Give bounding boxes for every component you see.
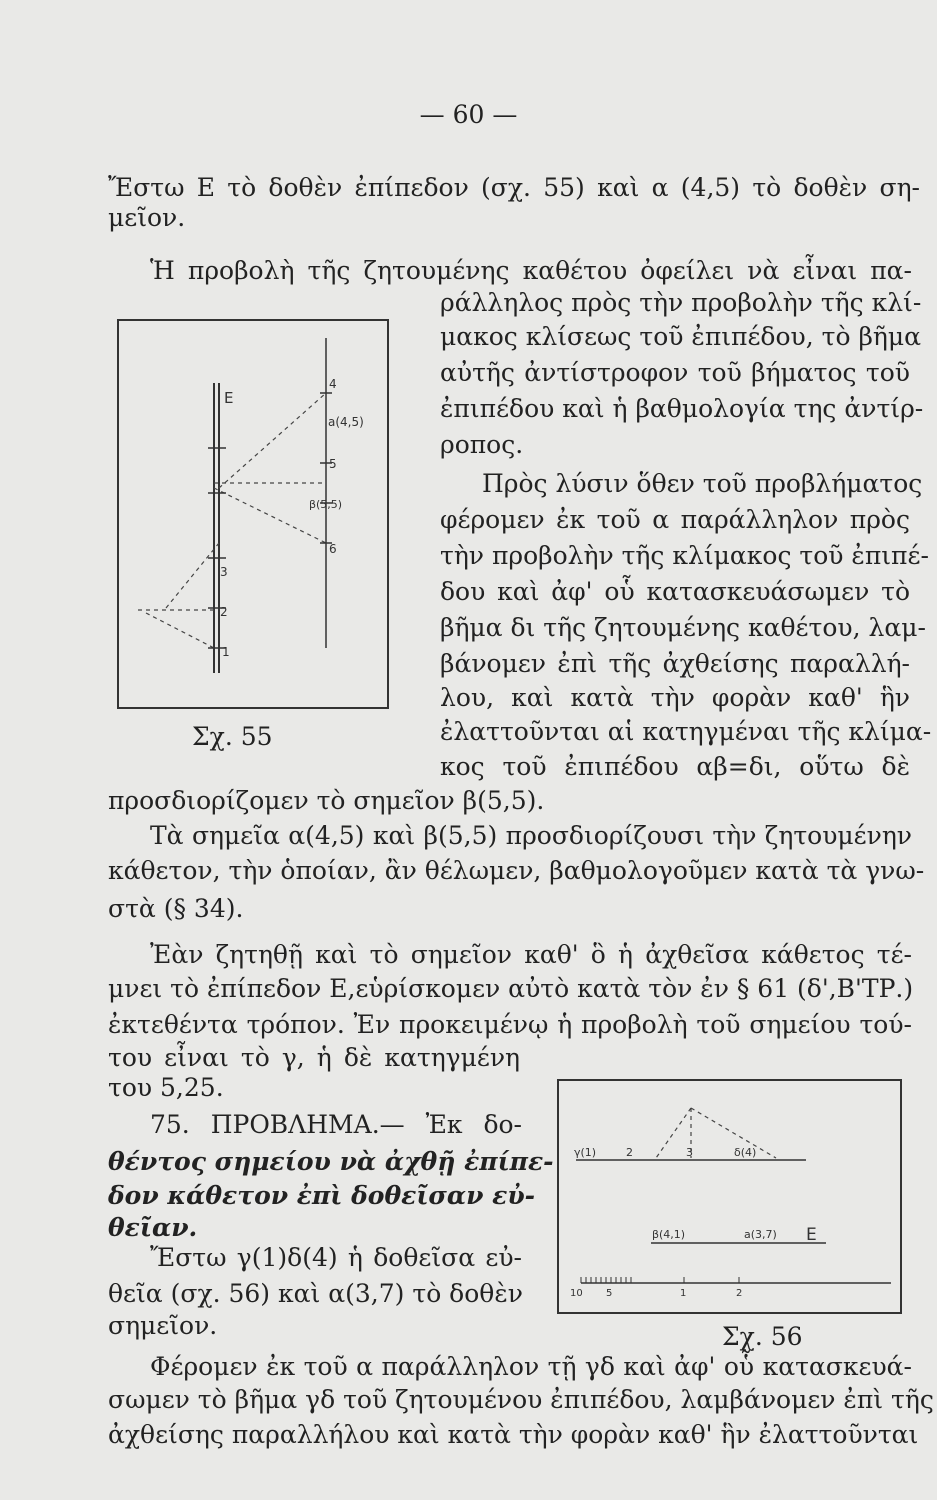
- page-number: — 60 —: [419, 100, 518, 129]
- fig55-label: 5: [329, 457, 337, 471]
- figure-55: [116, 318, 391, 713]
- text-line: φέρομεν ἐκ τοῦ α παράλληλον πρὸς: [440, 505, 910, 534]
- text-line: ράλληλος πρὸς τὴν προβολὴν τῆς κλί-: [440, 288, 922, 317]
- fig55-label: 1: [222, 645, 230, 659]
- fig55-label: a(4,5): [328, 415, 364, 429]
- text-line: Φέρομεν ἐκ τοῦ α παράλληλον τῇ γδ καὶ ἀφ' οὗ κατασκευά-: [150, 1352, 912, 1381]
- text-line: Ἡ προβολὴ τῆς ζητουμένης καθέτου ὀφείλει νὰ εἶναι πα-: [150, 256, 912, 285]
- text-line: βάνομεν ἐπὶ τῆς ἀχθείσης παραλλή-: [440, 649, 910, 678]
- text-line: Ἐὰν ζητηθῇ καὶ τὸ σημεῖον καθ' ὃ ἡ ἀχθεῖσα κάθετος τέ-: [150, 940, 912, 969]
- text-line: λου, καὶ κατὰ τὴν φορὰν καθ' ἣν: [440, 683, 910, 712]
- text-line: δου καὶ ἀφ' οὗ κατασκευάσωμεν τὸ: [440, 577, 910, 606]
- text-line: Τὰ σημεῖα α(4,5) καὶ β(5,5) προσδιορίζουσι τὴν ζητουμένην: [150, 821, 912, 850]
- text-line: ἐκτεθέντα τρόπον. Ἐν προκειμένῳ ἡ προβολὴ τοῦ σημείου τού-: [108, 1010, 912, 1039]
- problem-statement: θέντος σημείου νὰ ἀχθῇ ἐπίπε-: [108, 1147, 554, 1176]
- problem-statement: θεῖαν.: [108, 1213, 198, 1242]
- text-line: μνει τὸ ἐπίπεδον Ε,εὑρίσκομεν αὐτὸ κατὰ τὸν ἐν § 61 (δ',Β'ΤΡ.): [108, 974, 914, 1003]
- fig56-label: 5: [606, 1288, 613, 1299]
- fig55-label: 4: [329, 377, 337, 391]
- fig56-label: β(4,1): [652, 1228, 686, 1241]
- text-line: του 5,25.: [108, 1073, 224, 1102]
- text-line: ροπος.: [440, 430, 524, 459]
- text-line: κάθετον, τὴν ὁποίαν, ἂν θέλωμεν, βαθμολογοῦμεν κατὰ τὰ γνω-: [108, 856, 925, 885]
- text-line: του εἶναι τὸ γ, ἡ δὲ κατηγμένη: [108, 1043, 520, 1072]
- figure-55-caption: Σχ. 55: [192, 722, 273, 751]
- figure-56: [556, 1078, 904, 1318]
- text-line: θεῖα (σχ. 56) καὶ α(3,7) τὸ δοθὲν: [108, 1279, 523, 1308]
- text-line: τὴν προβολὴν τῆς κλίμακος τοῦ ἐπιπέ-: [440, 541, 929, 570]
- fig56-label: 2: [626, 1146, 633, 1159]
- fig56-label: 1: [680, 1288, 687, 1299]
- fig56-label: E: [806, 1225, 817, 1245]
- fig55-label: 3: [220, 565, 228, 579]
- fig56-label: 10: [570, 1288, 583, 1299]
- fig55-label: E: [224, 389, 234, 407]
- text-line: μεῖον.: [108, 203, 186, 232]
- text-line: Ἔστω Ε τὸ δοθὲν ἐπίπεδον (σχ. 55) καὶ α (4,5) τὸ δοθὲν ση-: [108, 173, 920, 202]
- text-line: ἐπιπέδου καὶ ἡ βαθμολογία της ἀντίρ-: [440, 394, 924, 423]
- text-line: Πρὸς λύσιν ὅθεν τοῦ προβλήματος: [482, 469, 923, 498]
- text-line: μακος κλίσεως τοῦ ἐπιπέδου, τὸ βῆμα: [440, 322, 922, 351]
- fig55-label: 6: [329, 542, 337, 556]
- fig55-label: β(5,5): [309, 498, 343, 511]
- figure-56-caption: Σχ. 56: [722, 1322, 803, 1351]
- fig56-label: 3: [686, 1146, 693, 1159]
- fig56-label: δ(4): [734, 1146, 757, 1159]
- text-line: ἀχθείσης παραλλήλου καὶ κατὰ τὴν φορὰν καθ' ἣν ἐλαττοῦνται: [108, 1420, 919, 1449]
- text-line: σωμεν τὸ βῆμα γδ τοῦ ζητουμένου ἐπιπέδου, λαμβάνομεν ἐπὶ τῆς: [108, 1385, 934, 1414]
- problem-heading: 75. ΠΡΟΒΛΗΜΑ.— Ἐκ δο-: [150, 1110, 522, 1139]
- fig55-label: 2: [220, 605, 228, 619]
- text-line: στὰ (§ 34).: [108, 894, 244, 923]
- text-line: σημεῖον.: [108, 1311, 218, 1340]
- text-line: κος τοῦ ἐπιπέδου αβ=δι, οὕτω δὲ: [440, 752, 910, 781]
- text-line: ἐλαττοῦνται αἱ κατηγμέναι τῆς κλίμα-: [440, 717, 932, 746]
- problem-statement: δον κάθετον ἐπὶ δοθεῖσαν εὐ-: [108, 1181, 536, 1210]
- text-line: Ἔστω γ(1)δ(4) ἡ δοθεῖσα εὐ-: [150, 1243, 522, 1272]
- fig56-label: γ(1): [574, 1146, 597, 1159]
- text-line: βῆμα δι τῆς ζητουμένης καθέτου, λαμ-: [440, 613, 926, 642]
- fig56-label: a(3,7): [744, 1228, 777, 1241]
- text-line: αὐτῆς ἀντίστροφον τοῦ βήματος τοῦ: [440, 358, 910, 387]
- fig56-label: 2: [736, 1288, 743, 1299]
- text-line: προσδιορίζομεν τὸ σημεῖον β(5,5).: [108, 786, 545, 815]
